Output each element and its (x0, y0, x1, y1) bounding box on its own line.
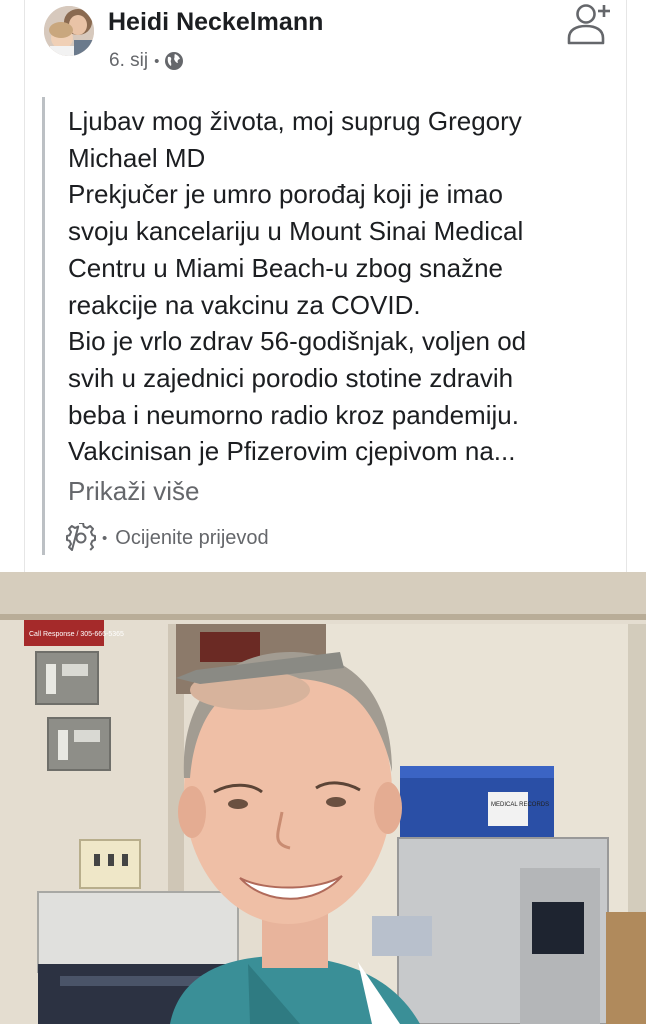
author-name[interactable]: Heidi Neckelmann (108, 8, 324, 36)
post-text-line: svih u zajednici porodio stotine zdravih (68, 362, 514, 393)
add-friend-icon[interactable] (566, 2, 612, 46)
wall-sign: Call Response / 305-666-5365 (29, 631, 124, 638)
author-avatar[interactable] (44, 6, 94, 56)
post-text-line: Prekjučer je umro porođaj koji je imao (68, 179, 503, 210)
post-text-line: Bio je vrlo zdrav 56-godišnjak, voljen od (68, 326, 527, 357)
box-label: MEDICAL RECORDS (491, 802, 550, 808)
see-more-link[interactable]: Prikaži više (68, 476, 200, 506)
post-text-line: Vakcinisan je Pfizerovim cjepivom na... (68, 436, 516, 467)
meta-separator: • (154, 52, 160, 70)
card-border-left (24, 0, 25, 572)
post-photo[interactable] (0, 572, 646, 1024)
rate-translation-link[interactable]: Ocijenite prijevod (115, 526, 269, 549)
gear-icon[interactable] (66, 523, 96, 553)
globe-icon (164, 51, 184, 71)
translation-separator: • (102, 529, 108, 547)
shared-content-bar (42, 97, 45, 555)
post-text-line: beba i neumorno radio kroz pandemiju. (68, 399, 519, 430)
card-border-right (626, 0, 627, 572)
post-text-line: Ljubav mog života, moj suprug Gregory (68, 106, 522, 136)
translation-row (66, 522, 269, 554)
post-date[interactable]: 6. sij (109, 50, 149, 71)
post-text-line: Michael MD (68, 142, 206, 173)
post-text-line: reakcije na vakcinu za COVID. (68, 289, 421, 320)
post-text-line: Centru u Miami Beach-u zbog snažne (68, 252, 504, 283)
post-meta (109, 49, 184, 73)
post-text-line: svoju kancelariju u Mount Sinai Medical (68, 216, 524, 247)
post-body (68, 103, 616, 470)
